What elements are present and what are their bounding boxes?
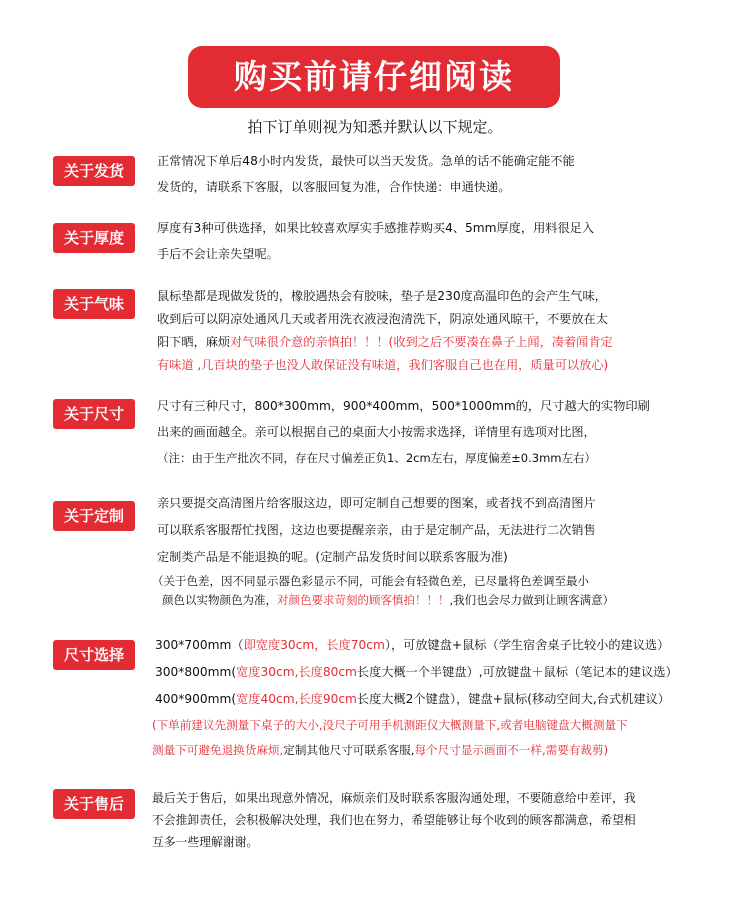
page-subtitle: 拍下订单则视为知悉并默认以下规定。 bbox=[247, 118, 503, 136]
section-label-after-sales: 关于售后 bbox=[53, 789, 135, 819]
warning-text: 每个尺寸显示画面不一样,需要有裁剪) bbox=[414, 743, 609, 757]
text-segment: 颜色以实物颜色为准， bbox=[162, 593, 277, 607]
section-text-shipping bbox=[157, 148, 722, 200]
text-line: 尺寸有三种尺寸，800*300mm，900*400mm，500*1000mm的，尺寸越大的实物印刷 bbox=[157, 399, 650, 413]
text-line: 手后不会让亲失望呢。 bbox=[157, 247, 279, 261]
section-label-custom: 关于定制 bbox=[53, 501, 135, 531]
warning-text: 对颜色要求苛刻的顾客慎拍！！！ bbox=[277, 593, 450, 607]
text-segment: 300*700mm（ bbox=[155, 638, 244, 652]
section-text-size-options bbox=[155, 632, 720, 713]
dimension-text: 宽度40cm,长度90cm bbox=[236, 692, 357, 706]
size-option-300x800 bbox=[155, 659, 720, 686]
size-option-300x700 bbox=[155, 632, 720, 659]
section-text-after-sales bbox=[152, 787, 717, 853]
text-segment: 400*900mm( bbox=[155, 692, 237, 706]
section-label-size: 关于尺寸 bbox=[53, 399, 135, 429]
page-title: 购买前请仔细阅读 bbox=[188, 46, 560, 108]
text-segment: ,我们也会尽力做到让顾客满意） bbox=[449, 593, 615, 607]
text-line: 出来的画面越全。亲可以根据自己的桌面大小按需求选择，详情里有选项对比图， bbox=[157, 425, 596, 439]
text-segment: 长度大概一个半键盘）,可放键盘＋鼠标（笔记本的建议选） bbox=[356, 665, 678, 679]
size-option-400x900 bbox=[155, 686, 720, 713]
text-line: 最后关于售后，如果出现意外情况，麻烦亲们及时联系客服沟通处理，不要随意给中差评，我 bbox=[152, 791, 636, 805]
text-line: 定制类产品是不能退换的呢。(定制产品发货时间以联系客服为准) bbox=[157, 550, 508, 564]
text-line: 正常情况下单后48小时内发货，最快可以当天发货。急单的话不能确定能不能 bbox=[157, 154, 575, 168]
section-note-custom bbox=[152, 572, 717, 610]
dimension-text: 宽度30cm,长度80cm bbox=[236, 665, 357, 679]
text-line bbox=[152, 591, 717, 610]
section-label-thickness: 关于厚度 bbox=[53, 223, 135, 253]
text-line: 收到后可以阴凉处通风几天或者用洗衣液浸泡清洗下，阴凉处通风晾干，不要放在太 bbox=[157, 312, 608, 326]
text-line: 互多一些理解谢谢。 bbox=[152, 835, 259, 849]
text-segment: 300*800mm( bbox=[155, 665, 237, 679]
text-line: 亲只要提交高清图片给客服这边，即可定制自己想要的图案，或者找不到高清图片 bbox=[157, 496, 596, 510]
text-line: 可以联系客服帮忙找图，这边也要提醒亲亲，由于是定制产品，无法进行二次销售 bbox=[157, 523, 596, 537]
section-text-smell bbox=[157, 285, 722, 377]
text-line bbox=[157, 331, 722, 354]
warning-text: (下单前建议先测量下桌子的大小,没尺子可用手机测距仪大概测量下,或者电脑键盘大概测量下 bbox=[152, 718, 628, 732]
section-text-size bbox=[157, 393, 722, 471]
section-label-size-options: 尺寸选择 bbox=[53, 640, 135, 670]
warning-text: 对气味很介意的亲慎拍！！！(收到之后不要凑在鼻子上闻，凑着闻肯定 bbox=[230, 335, 613, 349]
text-segment: 阳下晒，麻烦 bbox=[157, 335, 231, 349]
text-line: （注：由于生产批次不同，存在尺寸偏差正负1、2cm左右，厚度偏差±0.3mm左右） bbox=[157, 451, 596, 465]
warning-text: 测量下可避免退换货麻烦, bbox=[152, 743, 284, 757]
dimension-text: 即宽度30cm，长度70cm bbox=[243, 638, 385, 652]
warning-text: 有味道 ,几百块的垫子也没人敢保证没有味道，我们客服自己也在用，质量可以放心) bbox=[157, 358, 609, 372]
section-label-shipping: 关于发货 bbox=[53, 156, 135, 186]
text-line bbox=[152, 738, 717, 763]
text-line: 鼠标垫都是现做发货的，橡胶遇热会有胶味，垫子是230度高温印色的会产生气味， bbox=[157, 289, 607, 303]
text-line: （关于色差，因不同显示器色彩显示不同，可能会有轻微色差，已尽量将色差调至最小 bbox=[152, 574, 589, 588]
text-line: 发货的，请联系下客服，以客服回复为准，合作快递：申通快递。 bbox=[157, 180, 511, 194]
text-segment: ），可放键盘+鼠标（学生宿舍桌子比较小的建议选） bbox=[384, 638, 670, 652]
section-advice-size bbox=[152, 713, 717, 763]
text-line: 不会推卸责任，会积极解决处理，我们也在努力，希望能够让每个收到的顾客都满意，希望相 bbox=[152, 813, 636, 827]
text-segment: 长度大概2个键盘），键盘+鼠标(移动空间大,台式机建议） bbox=[356, 692, 670, 706]
section-label-smell: 关于气味 bbox=[53, 289, 135, 319]
text-line: 厚度有3种可供选择，如果比较喜欢厚实手感推荐购买4、5mm厚度，用料很足入 bbox=[157, 221, 595, 235]
section-text-custom bbox=[157, 490, 722, 571]
section-text-thickness bbox=[157, 215, 722, 267]
text-segment: 定制其他尺寸可联系客服, bbox=[283, 743, 415, 757]
